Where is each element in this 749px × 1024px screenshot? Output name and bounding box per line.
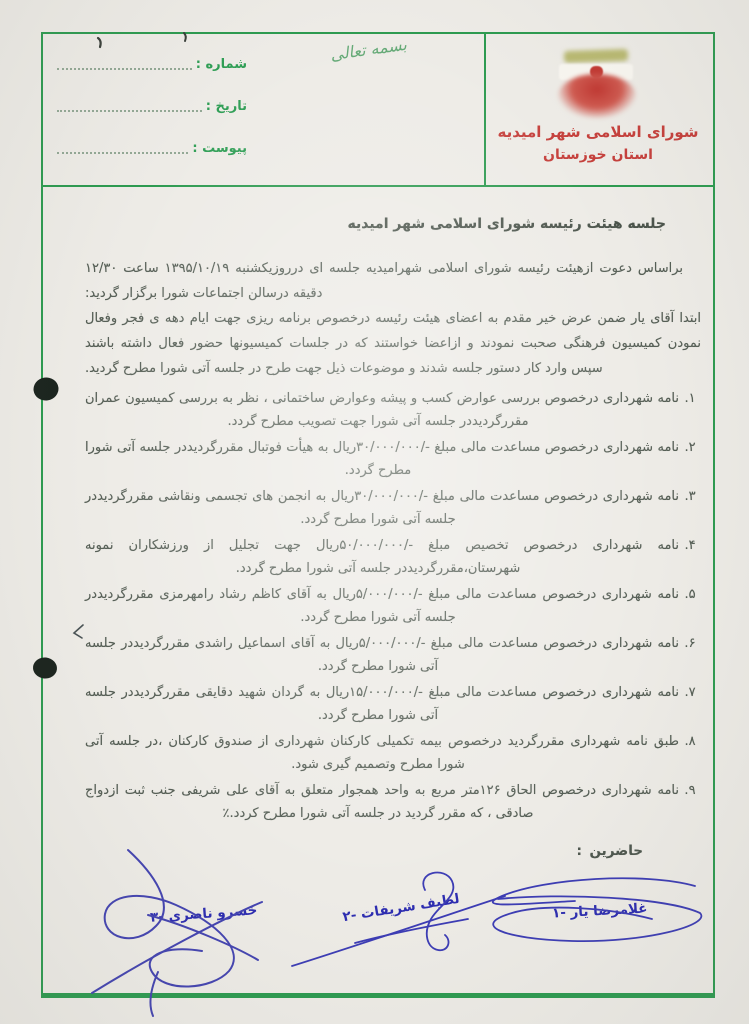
attachment-field-dots-leader [57,138,188,154]
item-text: نامه شهرداری درخصوص مساعدت مالی مبلغ -/۳۰/۰۰۰/۰۰۰ریال به انجمن های تجسمی ونقاشی مقررگردیددر جلسه آتی شورا مطرح گردد. [85,489,679,527]
attendees-label: حاضرین : [576,843,643,859]
agenda-item-6 [85,633,701,678]
agenda-item-4 [85,535,701,580]
item-text: طبق نامه شهرداری مقررگردید درخصوص بیمه تکمیلی کارکنان شهرداری از صندوق کارکنان ،در جلسه آتی شورا مطرح وتصمیم گیری شود. [85,734,679,772]
document-title: جلسه هیئت رئیسه شورای اسلامی شهر امیدیه [347,216,666,232]
agenda-item-1 [85,388,701,433]
attachment-field-label: پیوست : [192,141,247,156]
header-vertical-divider [484,34,486,185]
emblem-green-stripe [564,49,628,63]
item-text: نامه شهرداری درخصوص مساعدت مالی مبلغ -/۵/۰۰۰/۰۰۰ریال به آقای کاظم رشاد رامهرمزی مقررگردیددر جلسه آتی شورا مطرح گردد. [85,587,679,625]
agenda-item-9 [85,780,701,825]
item-number: ۶. [684,636,696,651]
signature-3-label: ۳- خسرو ناصری [149,902,258,926]
date-field-label: تاریخ : [205,99,247,114]
reference-fields [57,48,247,174]
field-row-attachment [57,132,247,156]
number-field-dots-leader [57,54,192,70]
item-number: ۳. [684,489,696,504]
agenda-item-2 [85,437,701,482]
signature-2-label: ۲- لطیف شریفات [341,890,461,926]
agenda-item-7 [85,682,701,727]
preamble-paragraph: ابتدا آقای یار ضمن عرض خیر مقدم به اعضای هیئت رئیسه درخصوص برنامه ریزی جهت ایام دهه ی فجر وفعال نمودن کمیسیون فرهنگی صحبت نمودند و ازاعضا خواستند که در جلسات کمیسیونها حضور فعال داشته باشند سپس وارد کار دستور جلسه شدند و موضوعات ذیل جهت طرح در جلسه آتی شورا مطرح گردید. [85,311,701,376]
agenda-item-8 [85,731,701,776]
item-number: ۸. [684,734,696,749]
date-field-dots-leader [57,96,202,112]
field-row-number [57,48,247,72]
emblem-red-blob [558,74,636,118]
item-text: نامه شهرداری درخصوص مساعدت مالی مبلغ -/۱۵/۰۰۰/۰۰۰ریال به گردان شهید دقایقی مقررگردیددر جلسه آتی شورا مطرح گردد. [85,685,679,723]
agenda-list [85,388,701,825]
council-emblem [550,38,646,118]
bismillah-calligraphy: بسمه تعالی [329,34,408,65]
item-text: نامه شهرداری درخصوص تخصیص مبلغ -/۵۰/۰۰۰/۰۰۰ریال جهت تجلیل از ورزشکاران نمونه شهرستان،مقررگردیددر جلسه آتی شورا مطرح گردد. [85,538,679,576]
item-number: ۵. [684,587,696,602]
agenda-item-3 [85,486,701,531]
org-name-line2: استان خوزستان [543,147,653,163]
item-number: ۴. [684,538,696,553]
org-name-line1: شورای اسلامی شهر امیدیه [497,123,699,141]
item-number: ۱. [684,391,696,406]
item-text: نامه شهرداری درخصوص مساعدت مالی مبلغ -/۵/۰۰۰/۰۰۰ریال به آقای اسماعیل راشدی مقررگردیددر جلسه آتی شورا مطرح گردد. [85,636,679,674]
item-text: نامه شهرداری درخصوص بررسی عوارض کسب و پیشه وعوارض ساختمانی ، نظر به بررسی کمیسیون عمران مقررگردیددر جلسه آتی شورا جهت تصویب مطرح گردد. [85,391,679,429]
signature-1-label: ۱- غلامرضا یار [551,900,648,922]
letter-body [85,212,701,859]
number-field-label: شماره : [195,57,247,72]
item-text: نامه شهرداری درخصوص الحاق ۱۲۶متر مربع به واحد همجوار متعلق به آقای علی شریفی جنب ثبت ازدواج صادقی ، که مقرر گردید در جلسه آتی شورا مطرح کردد.٪ [85,783,679,821]
intro-paragraph: براساس دعوت ازهیئت رئیسه شورای اسلامی شهرامیدیه جلسه ای درروزیکشنبه ۱۳۹۵/۱۰/۱۹ ساعت ۱۲/۳۰ دقیقه درسالن اجتماعات شورا برگزار گردید: [85,261,683,301]
item-text: نامه شهرداری درخصوص مساعدت مالی مبلغ -/۳۰/۰۰۰/۰۰۰ریال به هیأت فوتبال مقررگردیددر جلسه آتی شورا مطرح گردد. [85,440,679,478]
council-identity-block [491,36,705,166]
item-number: ۷. [684,685,696,700]
agenda-item-5 [85,584,701,629]
item-number: ۹. [684,783,696,798]
field-row-date [57,90,247,114]
item-number: ۲. [684,440,696,455]
